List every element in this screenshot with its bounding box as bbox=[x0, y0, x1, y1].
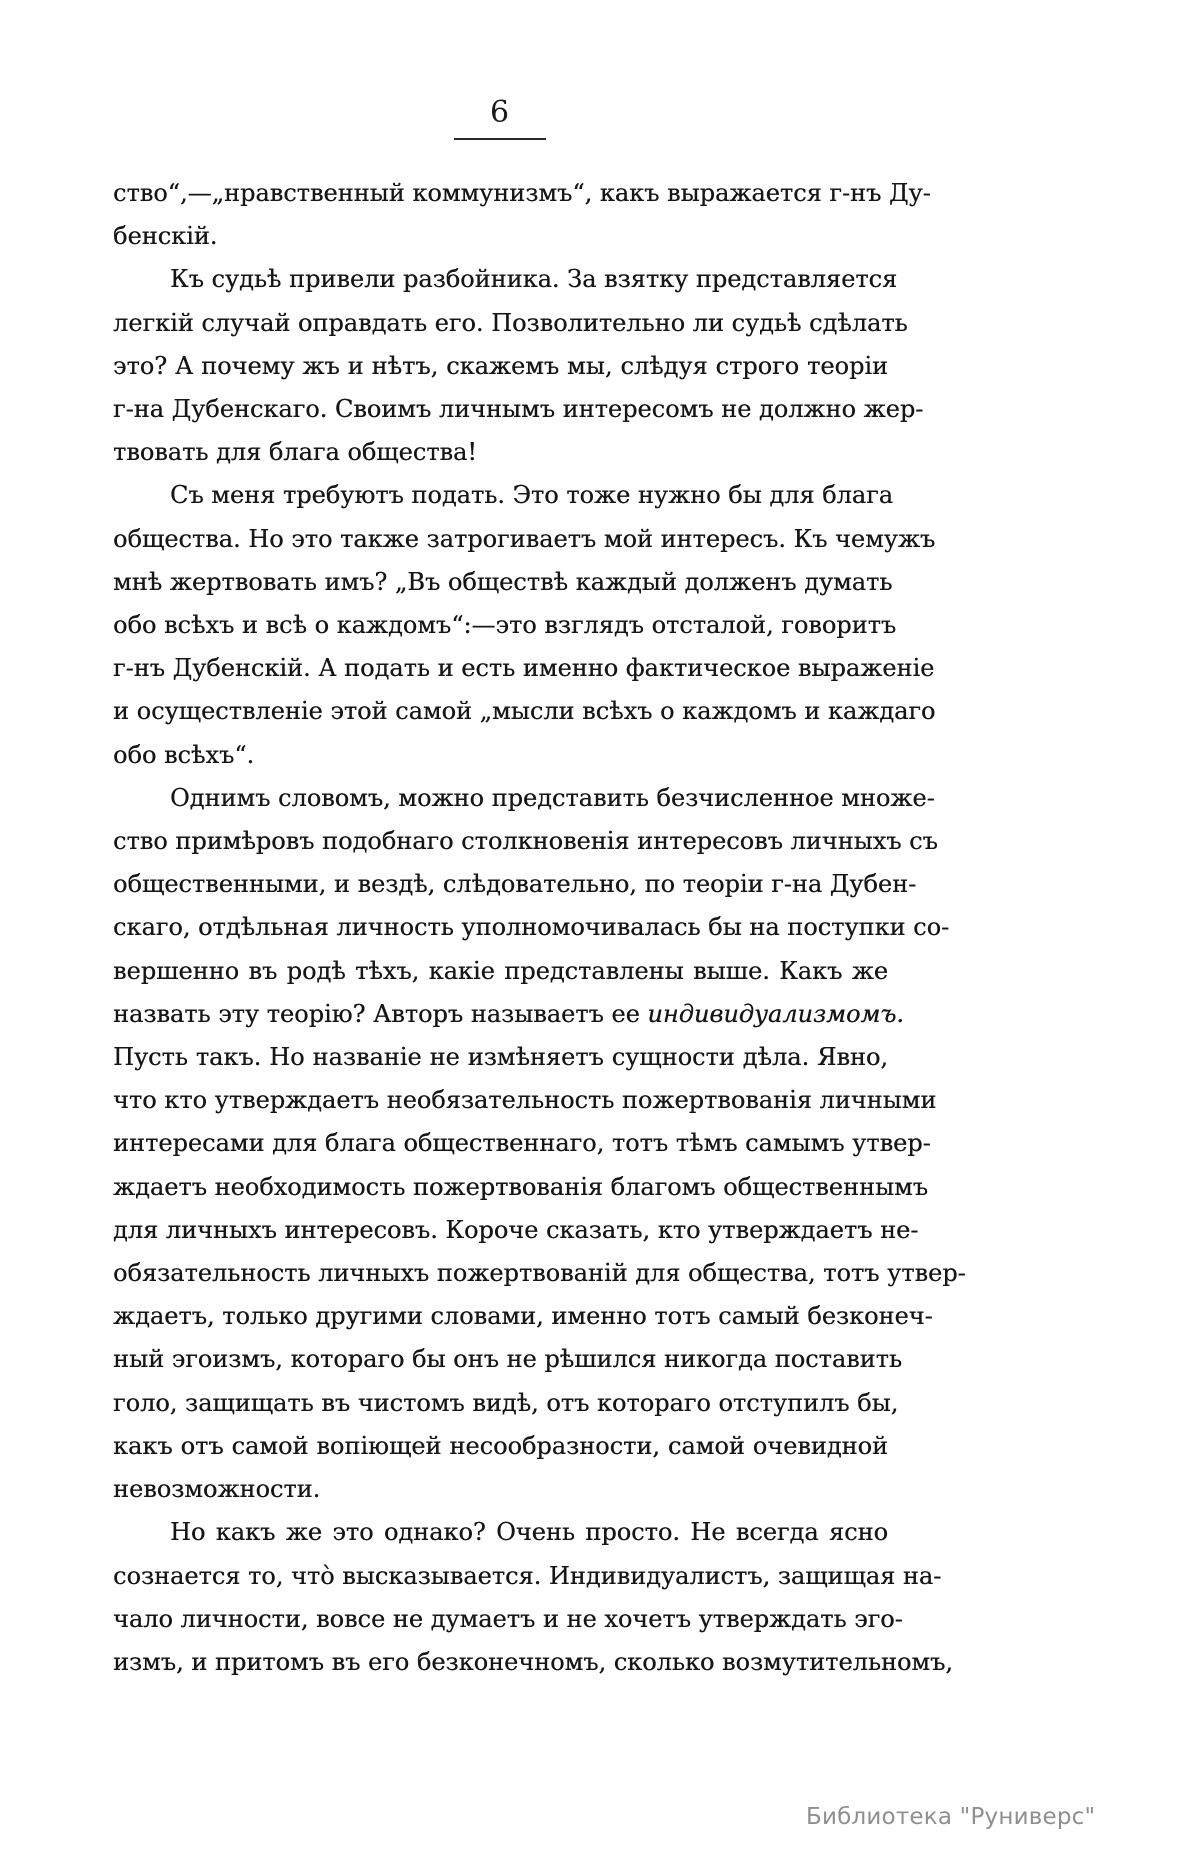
text-line: общественными, и вездѣ, слѣдовательно, по теоріи г-на Дубен- bbox=[113, 870, 917, 899]
text-line: невозможности. bbox=[113, 1475, 321, 1504]
text-line: ство“,—„нравственный коммунизмъ“, какъ выражается г-нъ Ду- bbox=[113, 179, 931, 207]
text-line: обо всѣхъ и всѣ о каждомъ“:—это взглядъ отсталой, говоритъ bbox=[113, 611, 897, 640]
paragraph bbox=[113, 172, 931, 258]
text-line: какъ отъ самой вопіющей несообразности, самой очевидной bbox=[113, 1431, 888, 1460]
text-segment: назвать эту теорію? Авторъ называетъ ее bbox=[113, 999, 648, 1028]
text-body bbox=[113, 172, 966, 1684]
paragraph bbox=[113, 777, 966, 1511]
text-line: вершенно въ родѣ тѣхъ, какіе представлены выше. Какъ же bbox=[113, 956, 888, 985]
text-line: обязательность личныхъ пожертвованій для общества, тотъ утвер- bbox=[113, 1259, 966, 1288]
text-line: и осуществленіе этой самой „мысли всѣхъ о каждомъ и каждаго bbox=[113, 697, 936, 726]
text-line: общества. Но это также затрогиваетъ мой интересъ. Къ чемужъ bbox=[113, 524, 936, 553]
text-line: интересами для блага общественнаго, тотъ тѣмъ самымъ утвер- bbox=[113, 1129, 931, 1158]
text-line: измъ, и притомъ въ его безконечномъ, сколько возмутительномъ, bbox=[113, 1647, 953, 1676]
text-line: ждаетъ, только другими словами, именно тотъ самый безконеч- bbox=[113, 1302, 933, 1331]
library-watermark: Библиотека "Руниверс" bbox=[806, 1804, 1096, 1830]
text-line: Но какъ же это однако? Очень просто. Не всегда ясно bbox=[170, 1518, 888, 1547]
text-line: легкій случай оправдать его. Позволительно ли судьѣ сдѣлать bbox=[113, 308, 908, 337]
text-line: это? А почему жъ и нѣтъ, скажемъ мы, слѣдуя строго теоріи bbox=[113, 351, 888, 380]
text-line: Пусть такъ. Но названіе не измѣняетъ сущности дѣла. Явно, bbox=[113, 1043, 888, 1072]
paragraph bbox=[113, 1511, 953, 1684]
text-line: г-на Дубенскаго. Своимъ личнымъ интересомъ не должно жер- bbox=[113, 395, 924, 424]
paragraph bbox=[113, 474, 936, 776]
text-line: голо, защищать въ чистомъ видѣ, отъ котораго отступилъ бы, bbox=[113, 1388, 899, 1417]
text-line bbox=[113, 993, 904, 1036]
text-line: скаго, отдѣльная личность уполномочивалась бы на поступки со- bbox=[113, 913, 950, 942]
paragraph bbox=[113, 258, 924, 474]
text-line: ный эгоизмъ, котораго бы онъ не рѣшился никогда поставить bbox=[113, 1345, 902, 1374]
text-line: чало личности, вовсе не думаетъ и не хочетъ утверждать эго- bbox=[113, 1604, 903, 1633]
text-line: Съ меня требуютъ подать. Это тоже нужно бы для блага bbox=[170, 481, 893, 510]
text-line: для личныхъ интересовъ. Короче сказать, кто утверждаетъ не- bbox=[113, 1215, 919, 1244]
text-line: ство примѣровъ подобнаго столкновенія интересовъ личныхъ съ bbox=[113, 827, 938, 856]
text-line: твовать для блага общества! bbox=[113, 438, 477, 467]
text-line: ждаетъ необходимость пожертвованія благомъ общественнымъ bbox=[113, 1172, 928, 1201]
text-line: Однимъ словомъ, можно представить безчисленное множе- bbox=[170, 783, 935, 812]
page-number: 6 bbox=[489, 95, 511, 130]
text-line: г-нъ Дубенскій. А подать и есть именно фактическое выраженіе bbox=[113, 654, 935, 683]
text-line: что кто утверждаетъ необязательность пожертвованія личными bbox=[113, 1086, 937, 1115]
italic-text: индивидуализмомъ. bbox=[647, 999, 904, 1028]
text-line: бенскій. bbox=[113, 222, 218, 251]
page-number-rule bbox=[454, 138, 546, 140]
page-header bbox=[395, 96, 605, 140]
text-line: обо всѣхъ“. bbox=[113, 740, 255, 769]
text-line: мнѣ жертвовать имъ? „Въ обществѣ каждый долженъ думать bbox=[113, 567, 893, 596]
text-line: Къ судьѣ привели разбойника. За взятку представляется bbox=[170, 265, 898, 294]
text-line: сознается то, что̀ высказывается. Индивидуалистъ, защищая на- bbox=[113, 1561, 942, 1590]
